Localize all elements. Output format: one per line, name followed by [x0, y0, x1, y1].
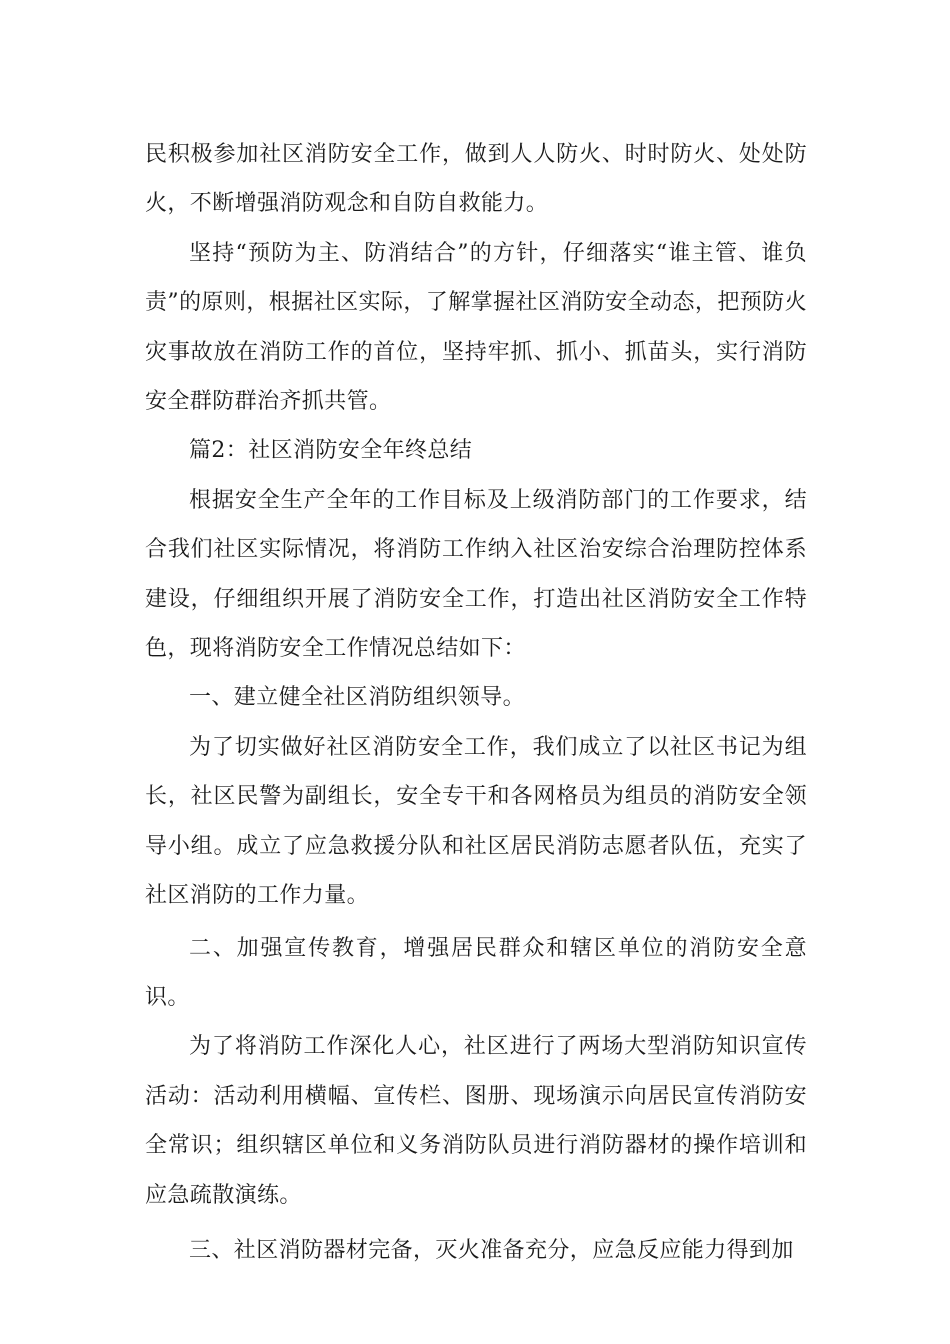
heading-two: 二、加强宣传教育，增强居民群众和辖区单位的消防安全意识。 [145, 935, 807, 1010]
document-body [145, 130, 807, 1275]
paragraph-intro: 根据安全生产全年的工作目标及上级消防部门的工作要求，结合我们社区实际情况，将消防工作纳入社区治安综合治理防控体系建设，仔细组织开展了消防安全工作，打造出社区消防安全工作特色，现将消防安全工作情况总结如下： [145, 487, 807, 662]
paragraph-policy: 坚持“预防为主、防消结合”的方针，仔细落实“谁主管、谁负责”的原则，根据社区实际，了解掌握社区消防安全动态，把预防火灾事故放在消防工作的首位，坚持牢抓、抓小、抓苗头，实行消防安全群防群治齐抓共管。 [145, 240, 807, 415]
heading-one: 一、建立健全社区消防组织领导。 [189, 685, 526, 711]
paragraph-organization: 为了切实做好社区消防安全工作，我们成立了以社区书记为组长，社区民警为副组长，安全专干和各网格员为组员的消防安全领导小组。成立了应急救援分队和社区居民消防志愿者队伍，充实了社区消防的工作力量。 [145, 734, 807, 909]
paragraph-education: 为了将消防工作深化人心，社区进行了两场大型消防知识宣传活动：活动利用横幅、宣传栏、图册、现场演示向居民宣传消防安全常识；组织辖区单位和义务消防队员进行消防器材的操作培训和应急疏散演练。 [145, 1034, 807, 1208]
section-title: 篇2：社区消防安全年终总结 [189, 438, 473, 464]
heading-three: 三、社区消防器材完备，灭火准备充分，应急反应能力得到加 [189, 1237, 794, 1263]
paragraph-continuation: 民积极参加社区消防安全工作，做到人人防火、时时防火、处处防火，不断增强消防观念和自防自救能力。 [145, 142, 807, 217]
